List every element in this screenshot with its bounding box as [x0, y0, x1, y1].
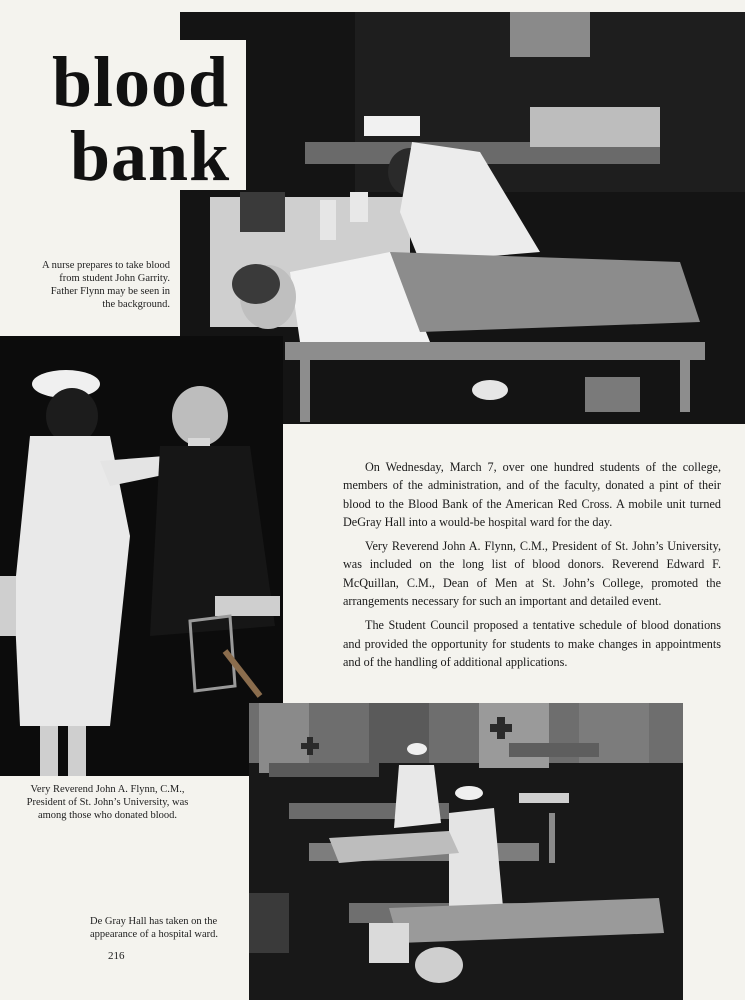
title-blood: blood — [52, 42, 230, 122]
page-number: 216 — [108, 950, 125, 962]
paragraph-1: On Wednesday, March 7, over one hundred students of the college, members of the administration, and of the faculty, donated a pint of their blood to the Blood Bank of the American Red Cross. A mobile unit turned DeGray Hall into a would-be hospital ward for the day. — [343, 460, 721, 529]
article-body — [343, 458, 721, 677]
paragraph-2: Very Reverend John A. Flynn, C.M., President of St. John’s University, was included on the long list of blood donors. Reverend Edward F. McQuillan, C.M., Dean of Men at St. John’s College, promoted the arrangements necessary for such an important and detailed event. — [343, 539, 721, 609]
title-bank: bank — [70, 116, 231, 196]
caption-middle: Very Reverend John A. Flynn, C.M., President of St. John’s University, was among those who donated blood. — [26, 784, 189, 822]
caption-bottom: De Gray Hall has taken on the appearance of a hospital ward. — [90, 916, 218, 941]
title-box — [22, 40, 246, 196]
photo-father-flynn — [0, 336, 283, 776]
photo-hospital-ward — [249, 703, 683, 1000]
paragraph-3: The Student Council proposed a tentative schedule of blood donations and provided the opportunity for students to make changes in appointments and of the handling of additional applications. — [343, 618, 721, 669]
caption-top: A nurse prepares to take blood from student John Garrity. Father Flynn may be seen in the background. — [41, 260, 170, 311]
